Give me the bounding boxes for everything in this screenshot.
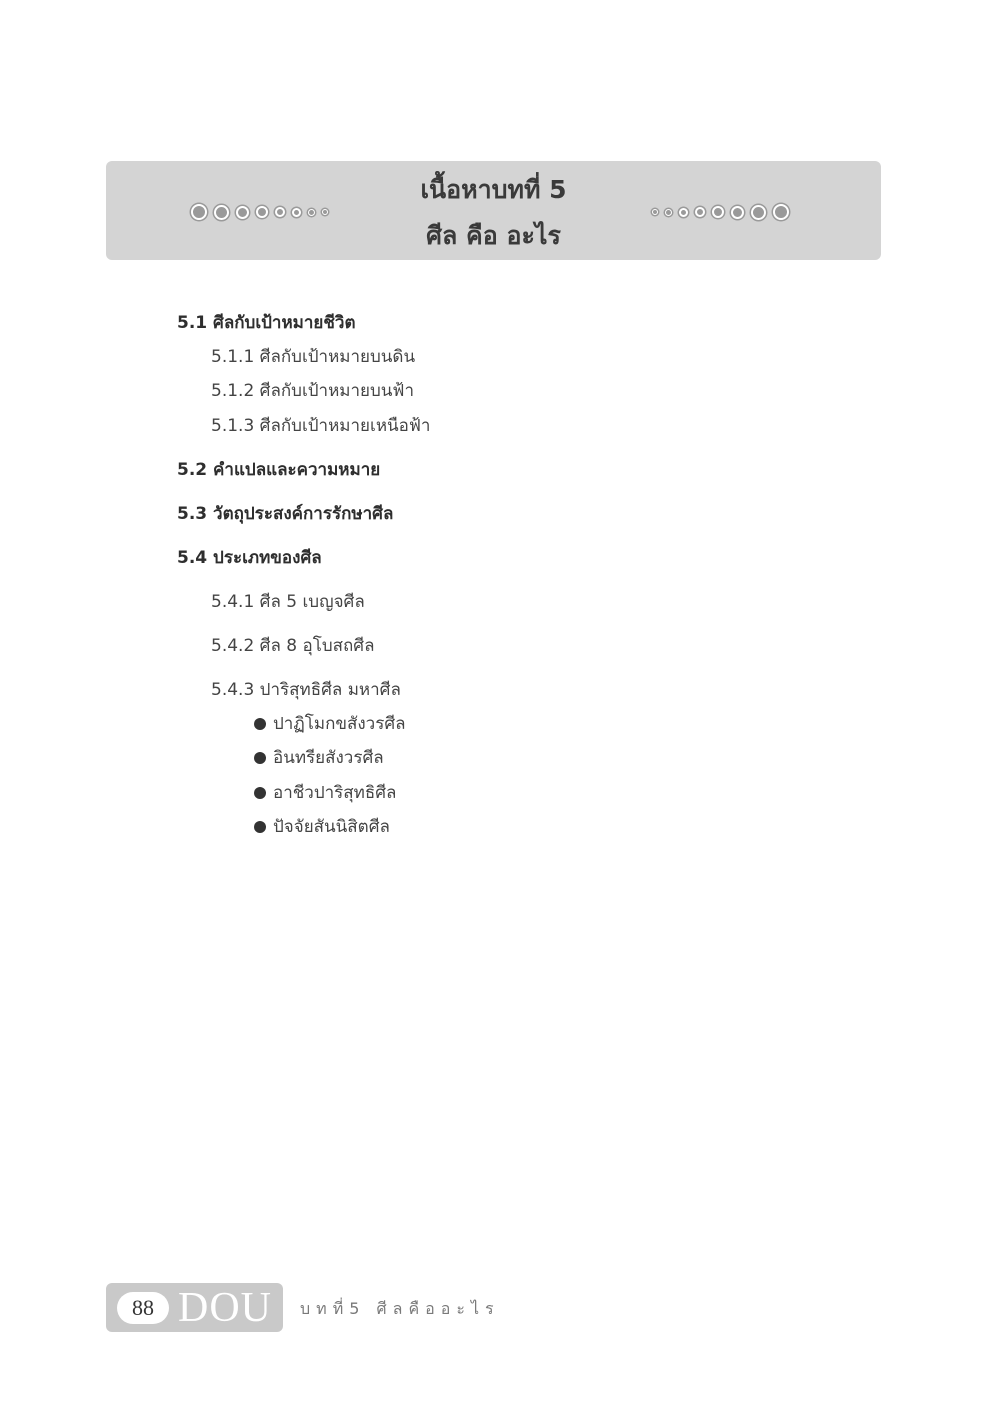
dot-icon (275, 207, 285, 217)
bullet-icon (254, 821, 266, 833)
bullet-item (254, 713, 406, 735)
dot-icon (236, 206, 249, 219)
section-heading: 5.4 ประเภทของศีล (177, 548, 322, 568)
subsection-item: 5.4.3 ปาริสุทธิศีล มหาศีล (211, 680, 401, 700)
bullet-item (254, 782, 396, 804)
footer-badge (106, 1283, 283, 1332)
bullet-item (254, 747, 384, 769)
dot-icon (322, 209, 328, 215)
brand-logo: DOU (178, 1285, 272, 1331)
bullet-icon (254, 718, 266, 730)
bullet-icon (254, 752, 266, 764)
dot-icon (308, 209, 315, 216)
dot-icon (751, 205, 766, 220)
dot-icon (191, 204, 207, 220)
bullet-text: อินทรียสังวรศีล (273, 748, 384, 768)
dot-icon (731, 206, 744, 219)
subsection-item: 5.1.3 ศีลกับเป้าหมายเหนือฟ้า (211, 416, 431, 436)
decorative-dots-left (191, 202, 335, 222)
running-head: บทที่5 ศีลคืออะไร (300, 1299, 500, 1318)
chapter-header-banner (106, 161, 881, 260)
dot-icon (695, 207, 705, 217)
subsection-item: 5.4.2 ศีล 8 อุโบสถศีล (211, 636, 375, 656)
bullet-icon (254, 787, 266, 799)
dot-icon (652, 209, 658, 215)
bullet-text: อาชีวปาริสุทธิศีล (273, 783, 397, 803)
section-heading: 5.1 ศีลกับเป้าหมายชีวิต (177, 313, 356, 333)
dot-icon (292, 208, 301, 217)
section-heading: 5.2 คำแปลและความหมาย (177, 460, 381, 480)
page-number: 88 (117, 1292, 169, 1324)
dot-icon (665, 209, 672, 216)
chapter-title: เนื้อหาบทที่ 5 (420, 175, 567, 204)
bullet-text: ปาฏิโมกขสังวรศีล (273, 714, 406, 734)
dot-icon (679, 208, 688, 217)
subsection-item: 5.4.1 ศีล 5 เบญจศีล (211, 592, 365, 612)
subsection-item: 5.1.2 ศีลกับเป้าหมายบนฟ้า (211, 381, 415, 401)
dot-icon (214, 205, 229, 220)
bullet-item (254, 816, 390, 838)
bullet-text: ปัจจัยสันนิสิตศีล (273, 817, 390, 837)
chapter-subtitle: ศีล คือ อะไร (426, 221, 561, 250)
decorative-dots-right (652, 202, 796, 222)
subsection-item: 5.1.1 ศีลกับเป้าหมายบนดิน (211, 347, 416, 367)
dot-icon (712, 206, 724, 218)
dot-icon (773, 204, 789, 220)
dot-icon (256, 206, 268, 218)
section-heading: 5.3 วัตถุประสงค์การรักษาศีล (177, 504, 394, 524)
